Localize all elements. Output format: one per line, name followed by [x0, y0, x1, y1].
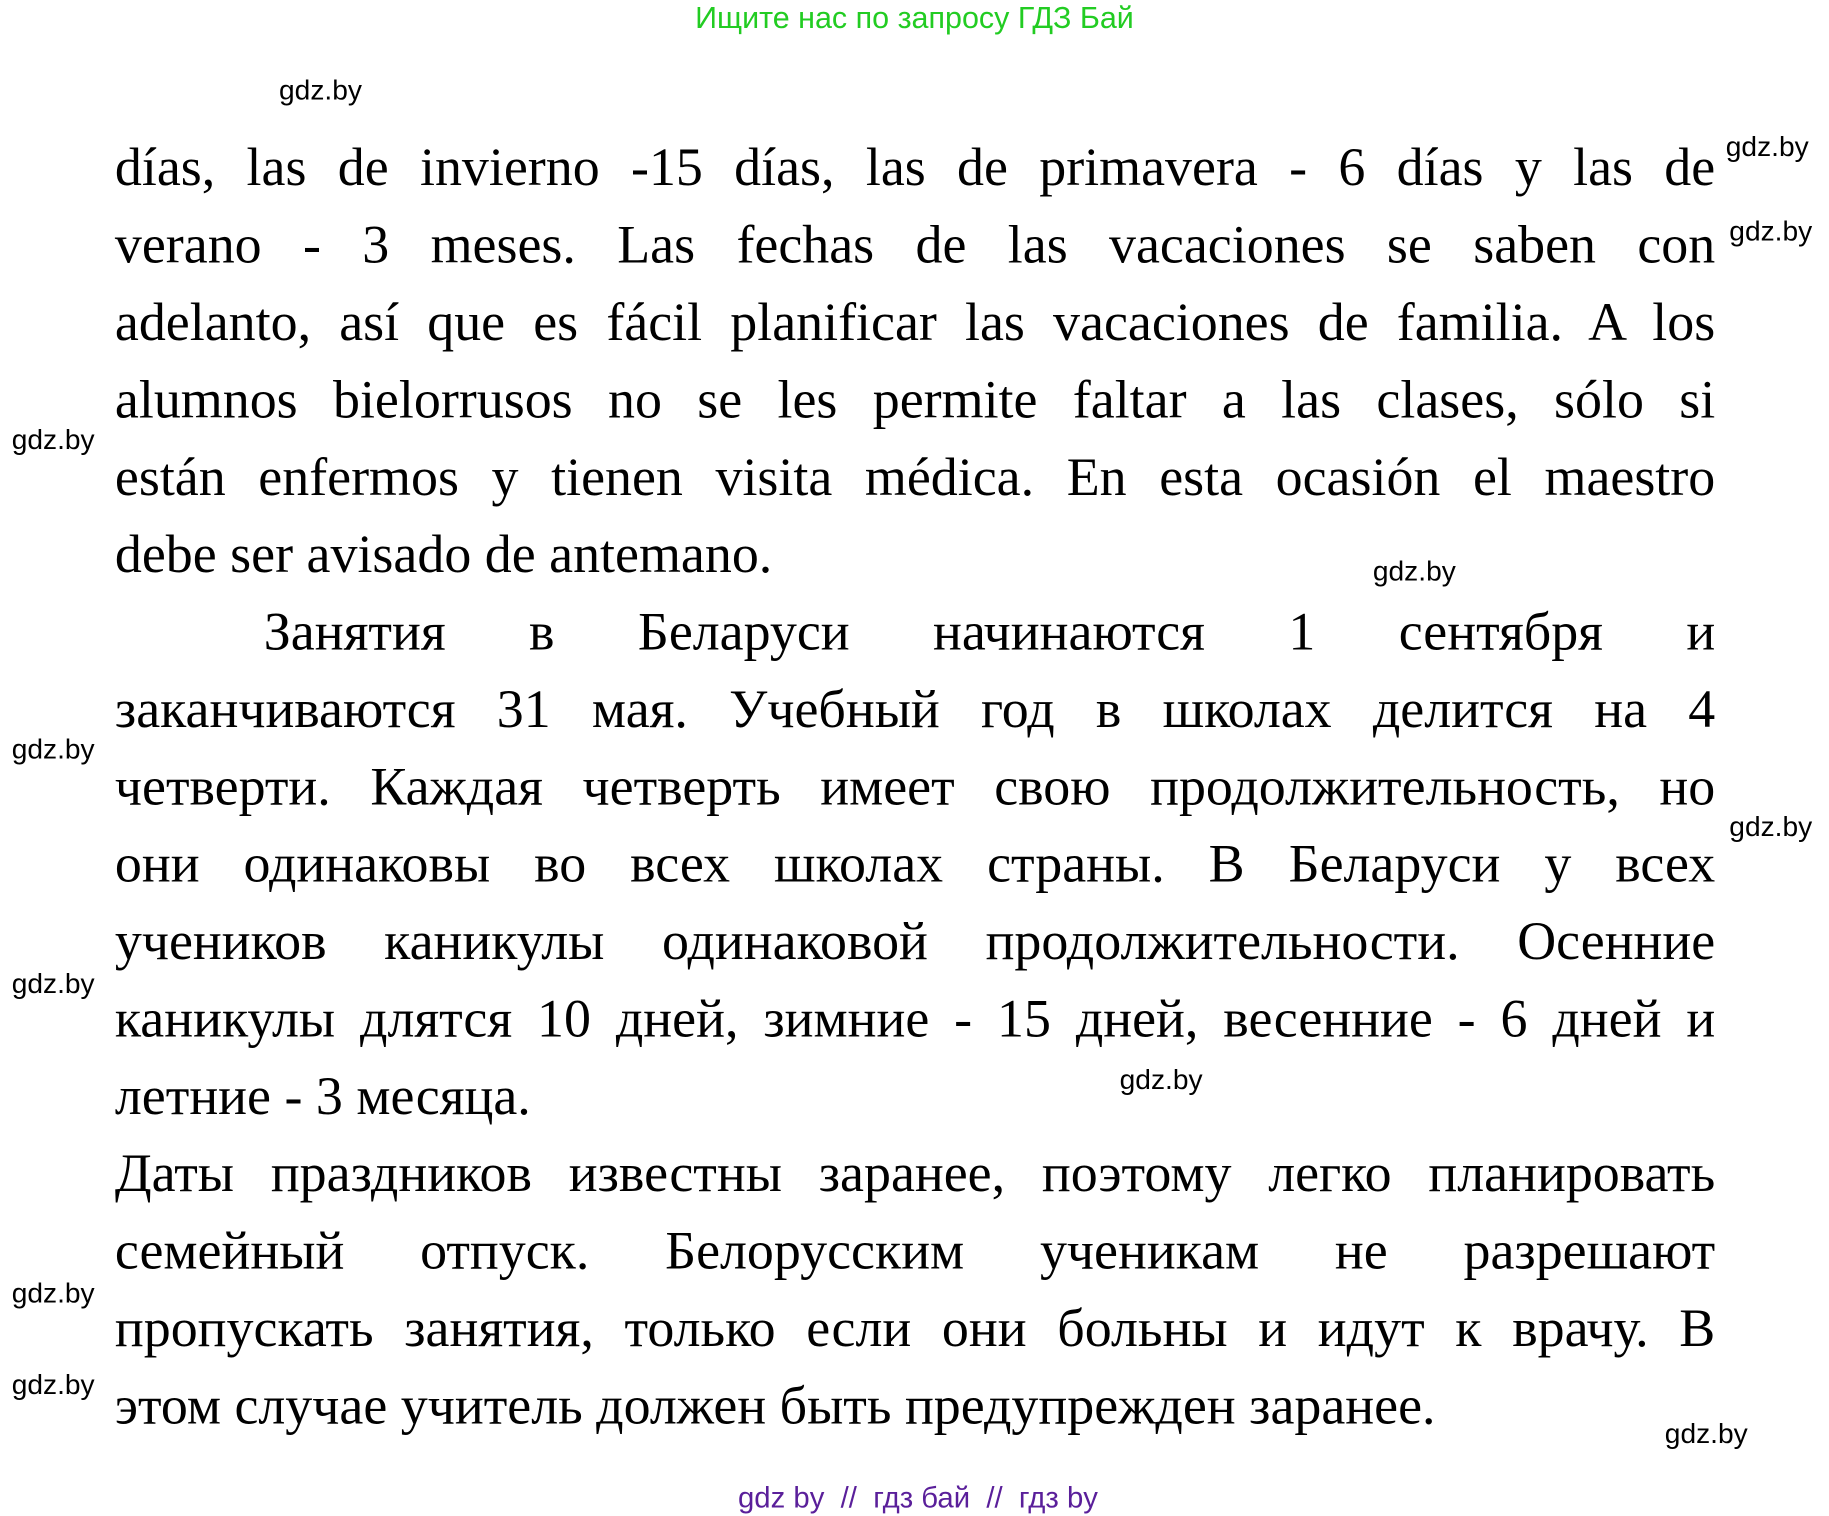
- watermark: gdz.by: [1729, 811, 1813, 843]
- watermark: gdz.by: [1725, 131, 1809, 163]
- watermark: gdz.by: [1729, 215, 1813, 248]
- text-line: Занятия в Беларуси начинаются 1 сентября и: [263, 601, 1716, 662]
- watermark: gdz.by: [279, 75, 362, 107]
- watermark: gdz.by: [11, 968, 95, 1001]
- text-line: летние - 3 месяца.: [114, 1065, 531, 1126]
- text-line: verano - 3 meses. Las fechas de las vacaciones se saben con: [114, 214, 1716, 275]
- text-line: están enfermos y tienen visita médica. En esta ocasión el maestro: [114, 446, 1716, 507]
- text-line: семейный отпуск. Белорусским ученикам не разрешают: [114, 1220, 1716, 1281]
- footer-links: gdz by // гдз бай // гдз by: [738, 1481, 1098, 1515]
- text-line: заканчиваются 31 мая. Учебный год в школах делится на 4: [114, 678, 1716, 739]
- text-line: учеников каникулы одинаковой продолжительности. Осенние: [114, 910, 1716, 971]
- text-line: días, las de invierno -15 días, las de primavera - 6 días y las de: [114, 137, 1716, 197]
- watermark: gdz.by: [1372, 555, 1456, 588]
- text-line: четверти. Каждая четверть имеет свою продолжительность, но: [114, 756, 1716, 816]
- watermark: gdz.by: [11, 1369, 95, 1402]
- watermark: gdz.by: [11, 1277, 95, 1310]
- watermark: gdz.by: [1664, 1418, 1748, 1451]
- text-line: пропускать занятия, только если они больны и идут к врачу. В: [114, 1297, 1716, 1358]
- watermark: gdz.by: [11, 424, 95, 457]
- text-line: adelanto, así que es fácil planificar las vacaciones de familia. A los: [114, 291, 1716, 352]
- text-line: alumnos bielorrusos no se les permite faltar a las clases, sólo si: [114, 369, 1716, 430]
- search-banner: Ищите нас по запросу ГДЗ Бай: [695, 0, 1134, 36]
- text-line: каникулы длятся 10 дней, зимние - 15 дней, весенние - 6 дней и: [114, 988, 1716, 1049]
- text-line: debe ser avisado de antemano.: [114, 524, 773, 584]
- watermark: gdz.by: [11, 733, 95, 766]
- text-line: Даты праздников известны заранее, поэтому легко планировать: [114, 1143, 1716, 1203]
- text-line: этом случае учитель должен быть предупрежден заранее.: [114, 1375, 1436, 1436]
- text-line: они одинаковы во всех школах страны. В Беларуси у всех: [114, 833, 1716, 894]
- watermark: gdz.by: [1119, 1064, 1203, 1097]
